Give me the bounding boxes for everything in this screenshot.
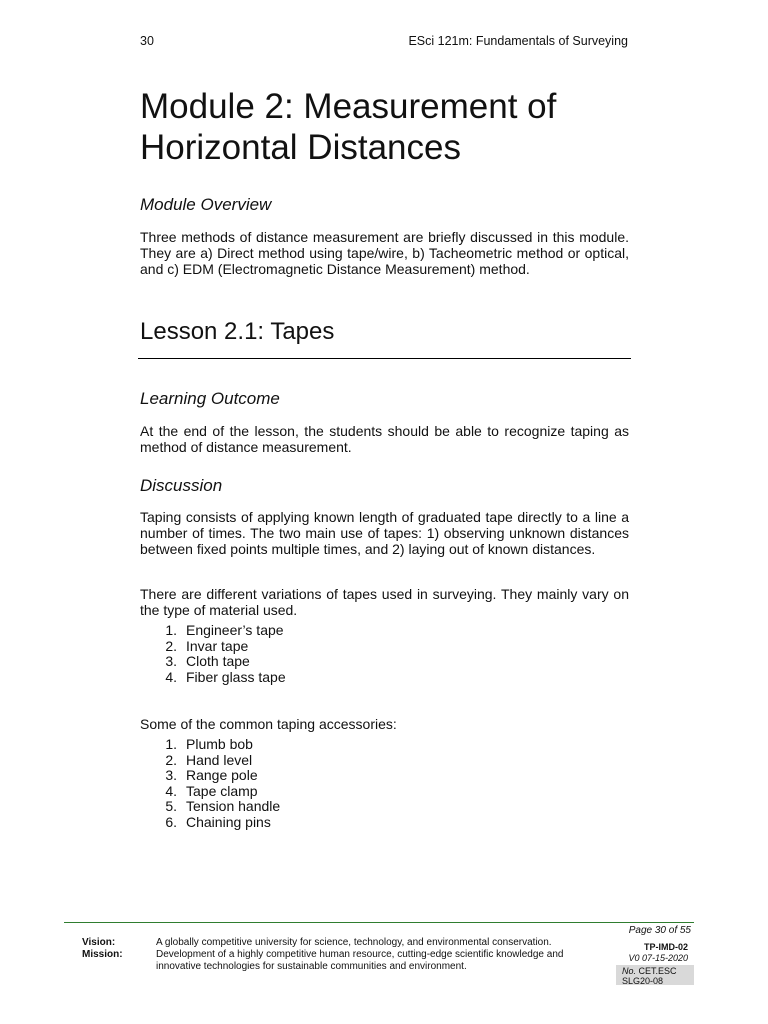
lesson-divider [138, 358, 631, 359]
discussion-paragraph-2: There are different variations of tapes used in surveying. They mainly vary on the type of material used. [140, 586, 629, 618]
list-item: 3. Cloth tape [165, 653, 250, 669]
page-count: Page 30 of 55 [628, 925, 691, 936]
list-item-text: Invar tape [186, 637, 249, 654]
document-code: TP-IMD-02 [643, 942, 688, 952]
list-item: 2. Invar tape [165, 637, 249, 654]
list-item: 5. Tension handle [165, 798, 281, 814]
vision-label: Vision: [82, 937, 116, 948]
list-item: 4. Fiber glass tape [165, 668, 286, 685]
list-item: 1. Engineer’s tape [165, 622, 284, 638]
accessories-list [140, 737, 280, 830]
list-item-text: Range pole [186, 767, 258, 783]
list-item-text: Hand level [186, 751, 253, 768]
document-number-line2: SLG20-08 [622, 976, 664, 986]
list-item-text: Engineer’s tape [186, 622, 284, 638]
list-item: 1. Plumb bob [165, 736, 253, 752]
list-item-text: Tension handle [186, 798, 281, 814]
module-title: Module 2: Measurement of Horizontal Distances [140, 87, 557, 167]
list-item: 3. Range pole [165, 767, 258, 783]
list-item-text: Cloth tape [186, 653, 250, 669]
list-item: 6. Chaining pins [165, 813, 271, 830]
learning-outcome-text: At the end of the lesson, the students should be able to recognize taping as method of distance measurement. [140, 423, 629, 455]
tape-types-list [140, 623, 286, 685]
overview-heading: Module Overview [140, 195, 272, 214]
list-item-text: Chaining pins [186, 813, 271, 830]
footer-divider [64, 922, 694, 923]
discussion-paragraph-1: Taping consists of applying known length of graduated tape directly to a line a number of times. The two main use of tapes: 1) observing unknown distances between fixed points multiple times, and 2) laying out of known distances. [140, 509, 629, 557]
document-number: CET.ESC [638, 966, 677, 976]
list-item-text: Tape clamp [186, 782, 258, 799]
discussion-paragraph-3: Some of the common taping accessories: [140, 716, 397, 732]
course-title: ESci 121m: Fundamentals of Surveying [408, 34, 628, 48]
list-item: 4. Tape clamp [165, 782, 258, 799]
mission-label: Mission: [82, 949, 123, 960]
list-item: 2. Hand level [165, 751, 253, 768]
learning-outcome-heading: Learning Outcome [140, 389, 280, 408]
document-number-prefix: No. [622, 966, 637, 976]
document-version: V0 07-15-2020 [628, 953, 688, 963]
list-item-text: Fiber glass tape [186, 668, 286, 685]
discussion-heading: Discussion [140, 476, 223, 495]
lesson-title: Lesson 2.1: Tapes [140, 318, 335, 345]
page-number: 30 [140, 34, 154, 48]
mission-text: Development of a highly competitive human resource, cutting-edge scientific knowledge and innovative technologies for sustainable communities and environment. [156, 949, 564, 972]
list-item-text: Plumb bob [186, 736, 253, 752]
vision-text: A globally competitive university for science, technology, and environmental conservation. [156, 937, 552, 948]
overview-text: Three methods of distance measurement are briefly discussed in this module. They are a) Direct method using tape/wire, b) Tacheometric method or optical, and c) EDM (Electromagnetic Distance Measurement) method. [140, 229, 629, 277]
document-number-box [616, 965, 694, 985]
